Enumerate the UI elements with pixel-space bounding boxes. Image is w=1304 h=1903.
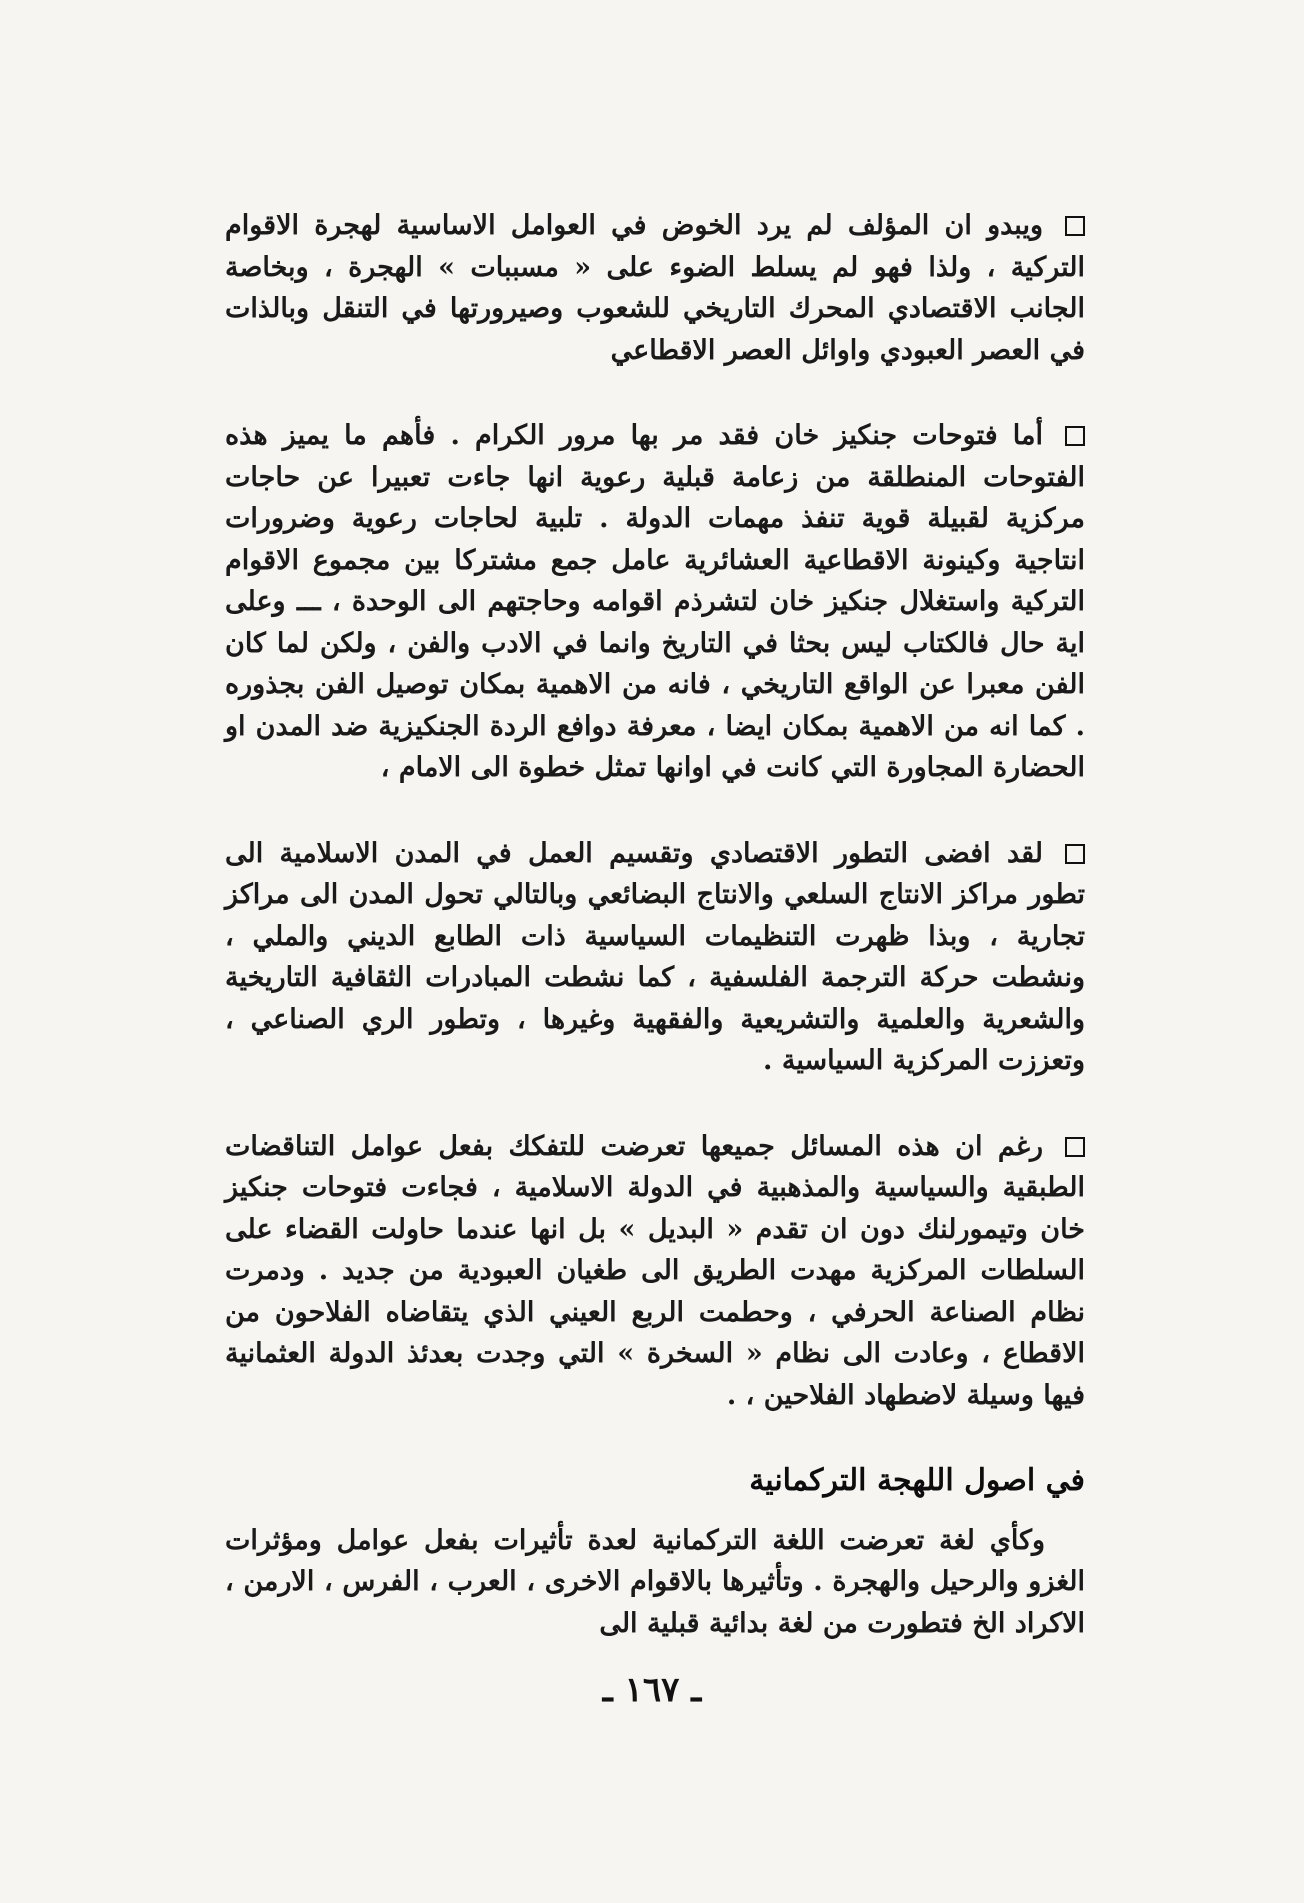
text-column: [225, 205, 1085, 1644]
paragraph: [225, 415, 1085, 789]
page-number: ـ ١٦٧ ـ: [602, 1670, 702, 1710]
paragraph-text: رغم ان هذه المسائل جميعها تعرضت للتفكك بفعل عوامل التناقضات الطبقية والسياسية والمذهبية في الدولة الاسلامية ، فجاءت فتوحات جنكيز خان وتيمورلنك دون ان تقدم « البديل » بل انها عندما حاولت القضاء على السلطات المركزية مهدت الطريق الى طغيان العبودية من جديد . ودمرت نظام الصناعة الحرفي ، وحطمت الربع العيني الذي يتقاضاه الفلاحون من الاقطاع ، وعادت الى نظام « السخرة » التي وجدت بعدئذ الدولة العثمانية فيها وسيلة لاضطهاد الفلاحين ، .: [225, 1130, 1085, 1411]
square-bullet-icon: [1065, 1137, 1085, 1157]
square-bullet-icon: [1065, 426, 1085, 446]
paragraph-text: أما فتوحات جنكيز خان فقد مر بها مرور الكرام . فأهم ما يميز هذه الفتوحات المنطلقة من زعامة قبلية رعوية انها جاءت تعبيرا عن حاجات مركزية لقبيلة قوية تنفذ مهمات الدولة . تلبية لحاجات رعوية وضرورات انتاجية وكينونة الاقطاعية العشائرية عامل جمع مشتركا بين مجموع الاقوام التركية واستغلال جنكيز خان لتشرذم اقوامه وحاجتهم الى الوحدة ، ـــ وعلى اية حال فالكتاب ليس بحثا في التاريخ وانما في الادب والفن ، ولكن لما كان الفن معبرا عن الواقع التاريخي ، فانه من الاهمية بمكان توصيل الفن بجذوره . كما انه من الاهمية بمكان ايضا ، معرفة دوافع الردة الجنكيزية ضد المدن او الحضارة المجاورة التي كانت في اوانها تمثل خطوة الى الامام ،: [225, 420, 1085, 783]
paragraph: [225, 205, 1085, 371]
paragraph-text: وكأي لغة تعرضت اللغة التركمانية لعدة تأثيرات بفعل عوامل ومؤثرات الغزو والرحيل والهجرة . وتأثيرها بالاقوام الاخرى ، العرب ، الفرس ، الارمن ، الاكراد الخ فتطورت من لغة بدائية قبلية الى: [225, 1524, 1085, 1639]
square-bullet-icon: [1065, 844, 1085, 864]
paragraph-text: لقد افضى التطور الاقتصادي وتقسيم العمل في المدن الاسلامية الى تطور مراكز الانتاج السلعي والانتاج البضائعي وبالتالي تحول المدن الى مراكز تجارية ، وبذا ظهرت التنظيمات السياسية ذات الطابع الديني والملي ، ونشطت حركة الترجمة الفلسفية ، كما نشطت المبادرات الثقافية التاريخية والشعرية والعلمية والتشريعية والفقهية وغيرها ، وتطور الري الصناعي ، وتعززت المركزية السياسية .: [225, 837, 1085, 1076]
paragraph: [225, 1126, 1085, 1417]
paragraph-text: ويبدو ان المؤلف لم يرد الخوض في العوامل الاساسية لهجرة الاقوام التركية ، ولذا فهو لم يسلط الضوء على « مسببات » الهجرة ، وبخاصة الجانب الاقتصادي المحرك التاريخي للشعوب وصيرورتها في التنقل وبالذات في العصر العبودي واوائل العصر الاقطاعي: [225, 210, 1085, 366]
square-bullet-icon: [1065, 216, 1085, 236]
section-heading: في اصول اللهجة التركمانية: [749, 1463, 1085, 1498]
paragraph: [225, 833, 1085, 1082]
